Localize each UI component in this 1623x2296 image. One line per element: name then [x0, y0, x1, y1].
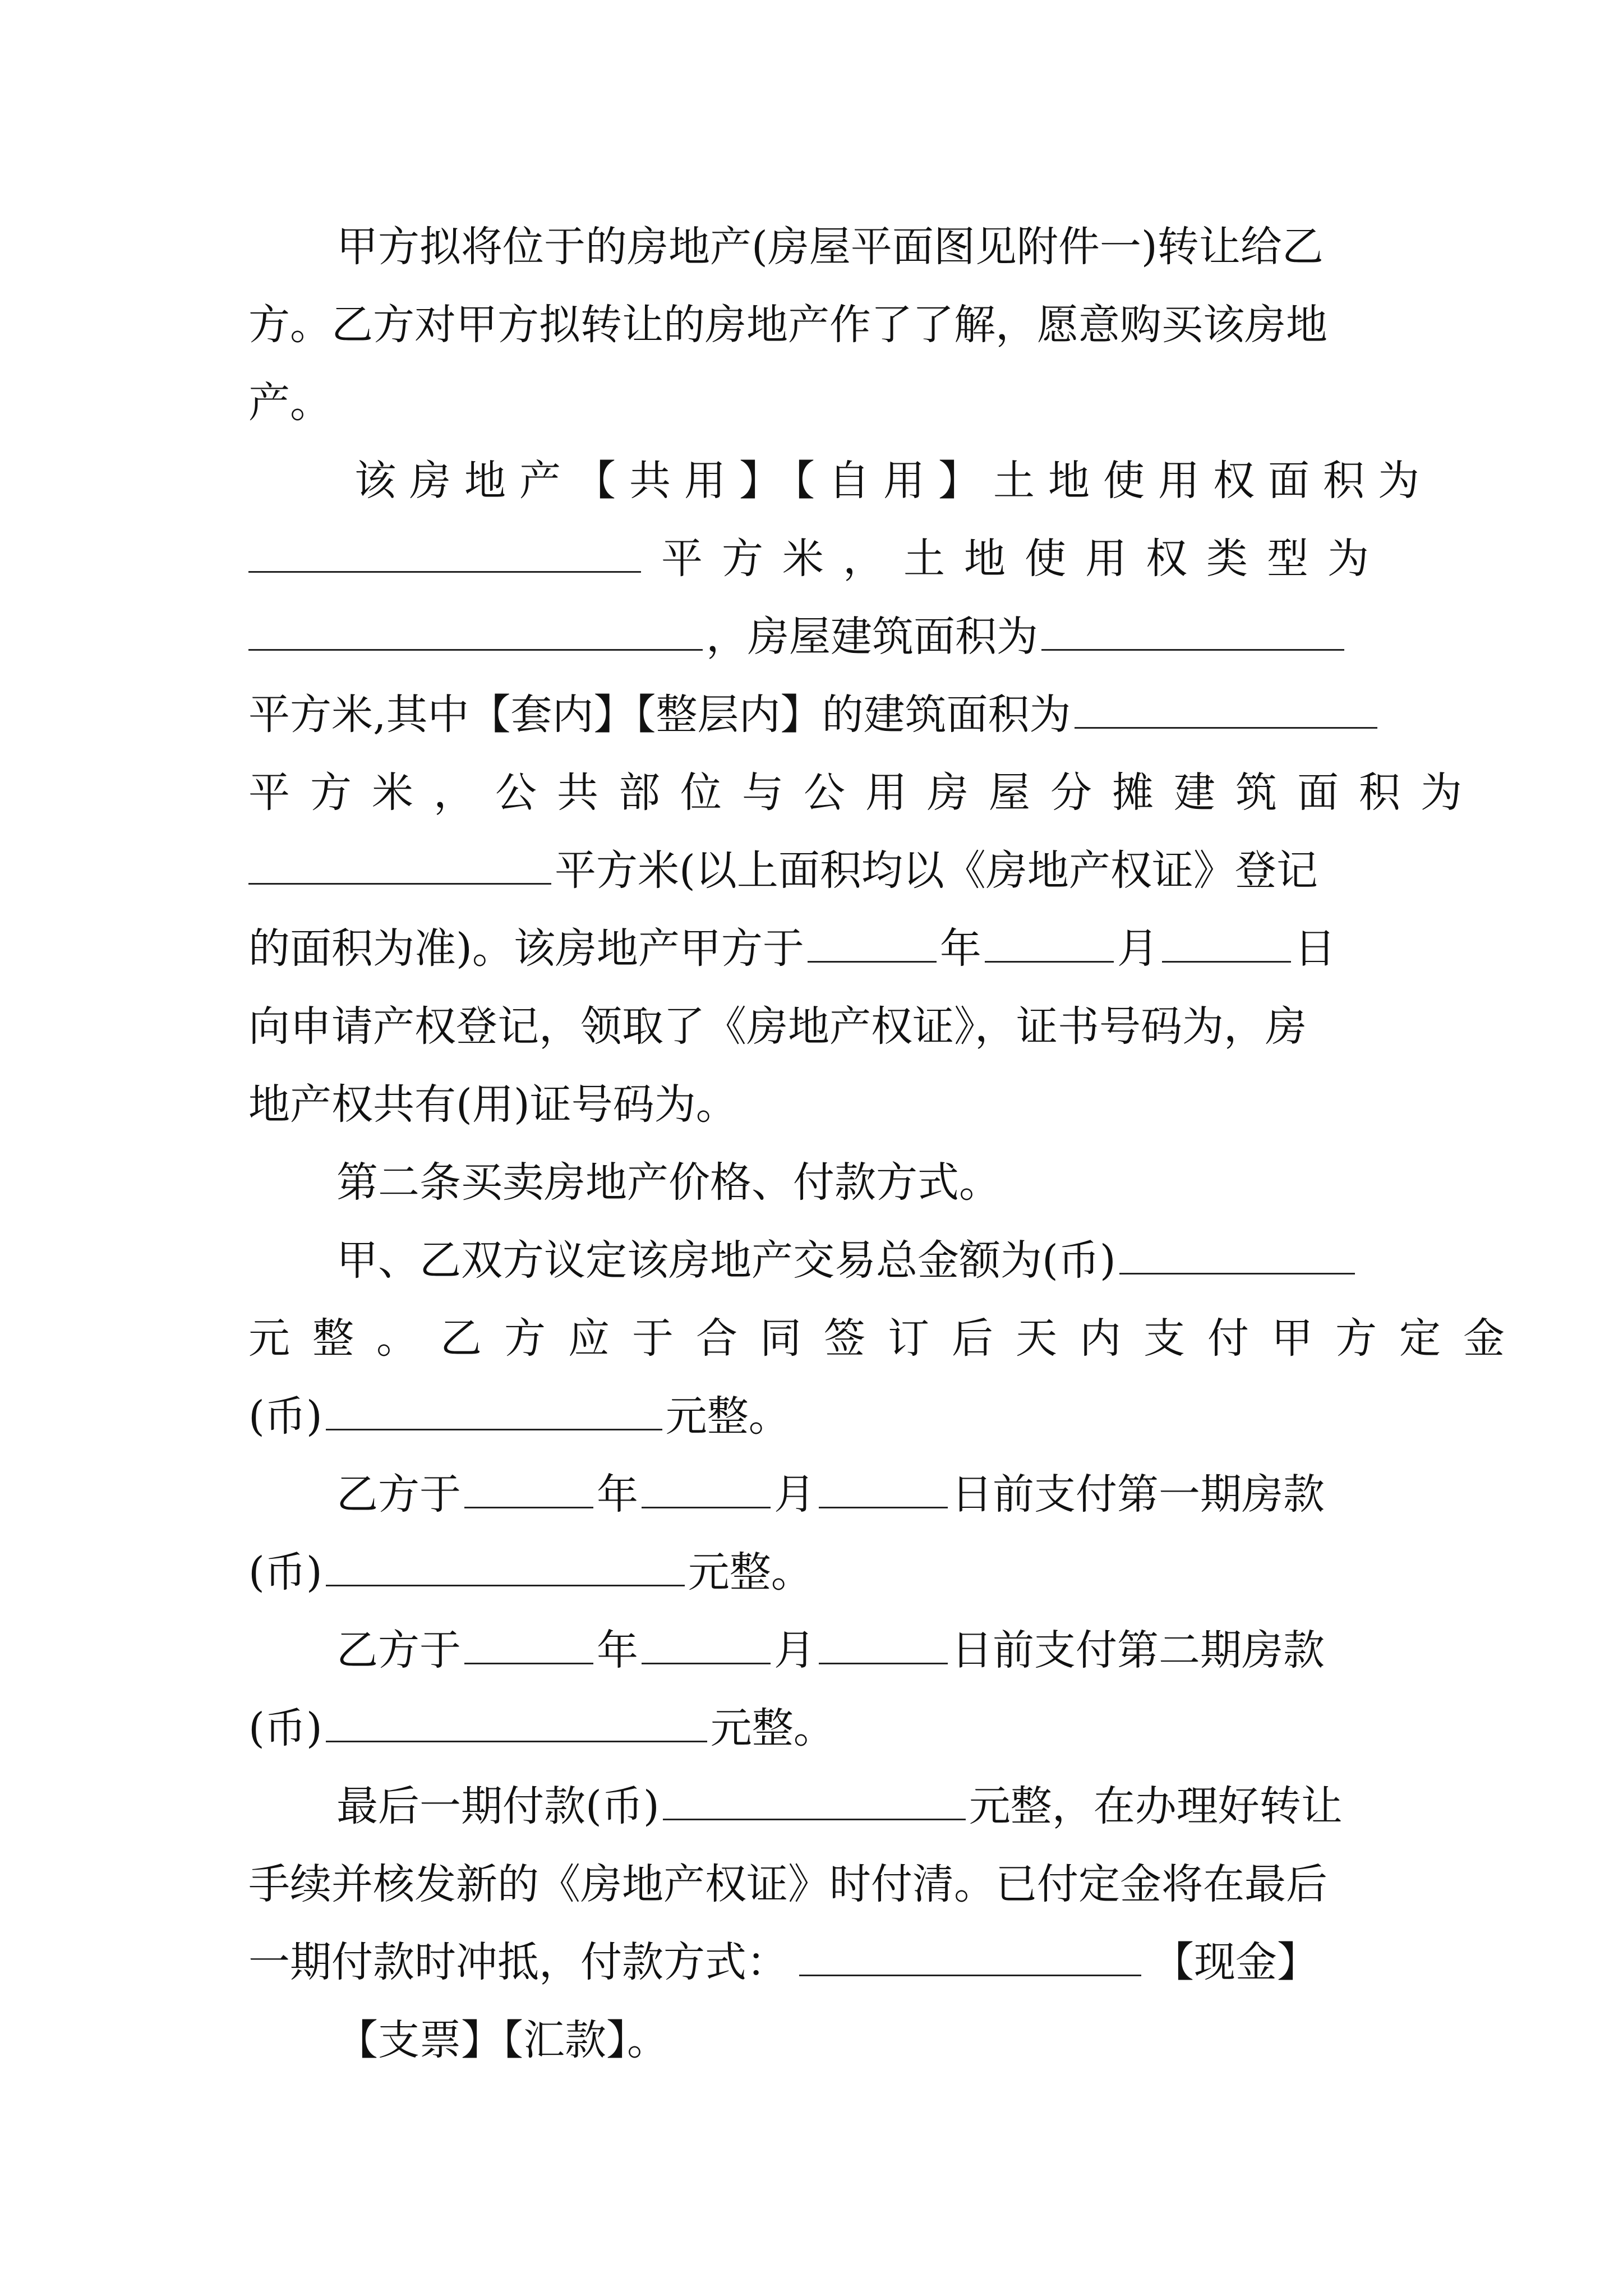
text: (币) — [248, 1392, 322, 1441]
text: 平方米，土地使用权类型为 — [661, 535, 1388, 583]
paragraph-line — [248, 1377, 1388, 1456]
section-heading — [336, 1143, 1388, 1222]
paragraph-line — [248, 519, 1388, 598]
text: 日前支付第一期房款 — [951, 1470, 1325, 1519]
text: 该房地产【共用】【自用】土地使用权面积为 — [354, 457, 1433, 505]
year-blank[interactable] — [808, 961, 937, 963]
paragraph-line — [248, 675, 1388, 754]
paragraph-line — [248, 831, 1388, 910]
paragraph-line — [336, 1767, 1388, 1846]
land-area-blank[interactable] — [248, 571, 641, 573]
text: 地产权共有(用)证号码为。 — [248, 1080, 737, 1129]
text: 最后一期付款(币) — [336, 1782, 660, 1830]
text: 元整。 — [688, 1548, 813, 1596]
text: 元整。乙方应于合同签订后天内支付甲方定金 — [248, 1314, 1527, 1363]
text: 平方米(以上面积均以《房地产权证》登记 — [555, 846, 1318, 895]
year-blank[interactable] — [464, 1663, 593, 1664]
paragraph-line — [336, 1221, 1388, 1300]
text: (币) — [248, 1548, 322, 1596]
first-payment-blank[interactable] — [326, 1585, 685, 1586]
text: 的面积为准)。该房地产甲方于 — [248, 924, 804, 973]
paragraph-line — [248, 753, 1482, 832]
month-blank[interactable] — [642, 1663, 771, 1664]
text: 方。乙方对甲方拟转让的房地产作了了解，愿意购买该房地 — [248, 301, 1327, 349]
text: 甲方拟将位于的房地产(房屋平面图见附件一)转让给乙 — [336, 223, 1324, 271]
text: (币) — [248, 1704, 322, 1752]
paragraph-line — [248, 1065, 1388, 1144]
day-blank[interactable] — [1162, 961, 1291, 963]
inner-area-blank[interactable] — [1075, 727, 1377, 729]
text: 元整，在办理好转让 — [969, 1782, 1343, 1830]
text: 日前支付第二期房款 — [951, 1626, 1325, 1674]
text: 【支票】【汇款】。 — [336, 2016, 668, 2064]
text: 乙方于 — [336, 1470, 461, 1519]
paragraph-line — [354, 441, 1433, 520]
text: 年 — [939, 924, 981, 973]
text: 平方米，公共部位与公用房屋分摊建筑面积为 — [248, 769, 1482, 817]
paragraph-line — [248, 286, 1388, 364]
text: 元整。 — [710, 1704, 835, 1752]
building-area-blank[interactable] — [1041, 649, 1344, 651]
paragraph-line — [248, 597, 1388, 676]
paragraph-line — [336, 2001, 1388, 2079]
year-blank[interactable] — [464, 1507, 593, 1508]
final-payment-blank[interactable] — [663, 1819, 966, 1820]
text: 月 — [774, 1470, 815, 1519]
month-blank[interactable] — [642, 1507, 771, 1508]
paragraph-line — [248, 1923, 1388, 2001]
day-blank[interactable] — [819, 1663, 948, 1664]
text: 元整。 — [665, 1392, 790, 1441]
paragraph-line — [248, 1845, 1388, 1924]
text: 产。 — [248, 379, 331, 427]
text: 年 — [597, 1626, 638, 1674]
deposit-amount-blank[interactable] — [326, 1429, 662, 1430]
day-blank[interactable] — [819, 1507, 948, 1508]
paragraph-line — [248, 909, 1388, 988]
paragraph-line — [248, 1533, 1388, 1612]
total-amount-blank[interactable] — [1119, 1273, 1355, 1274]
text: 第二条买卖房地产价格、付款方式。 — [336, 1158, 1000, 1207]
payment-method-blank[interactable] — [799, 1975, 1141, 1976]
text: 日 — [1294, 924, 1336, 973]
paragraph-line — [336, 208, 1388, 286]
paragraph-line — [248, 1299, 1527, 1378]
text: 一期付款时冲抵，付款方式： — [248, 1938, 788, 1986]
text: 向申请产权登记，领取了《房地产权证》，证书号码为，房 — [248, 1002, 1307, 1051]
land-type-blank[interactable] — [248, 649, 703, 651]
text: 平方米,其中【套内】【整层内】的建筑面积为 — [248, 691, 1071, 739]
text: 年 — [597, 1470, 638, 1519]
month-blank[interactable] — [985, 961, 1114, 963]
text: 乙方于 — [336, 1626, 461, 1674]
text: 甲、乙双方议定该房地产交易总金额为(币) — [336, 1236, 1116, 1285]
paragraph-line — [248, 364, 1388, 442]
text: 月 — [1117, 924, 1159, 973]
paragraph-line — [336, 1611, 1388, 1690]
second-payment-blank[interactable] — [326, 1741, 707, 1742]
text: 月 — [774, 1626, 815, 1674]
text: ，房屋建筑面积为 — [706, 613, 1038, 661]
paragraph-line — [248, 987, 1388, 1066]
shared-area-blank[interactable] — [248, 883, 551, 885]
text: 【现金】 — [1152, 1938, 1318, 1986]
text: 手续并核发新的《房地产权证》时付清。已付定金将在最后 — [248, 1860, 1327, 1908]
paragraph-line — [336, 1455, 1388, 1534]
paragraph-line — [248, 1689, 1388, 1768]
